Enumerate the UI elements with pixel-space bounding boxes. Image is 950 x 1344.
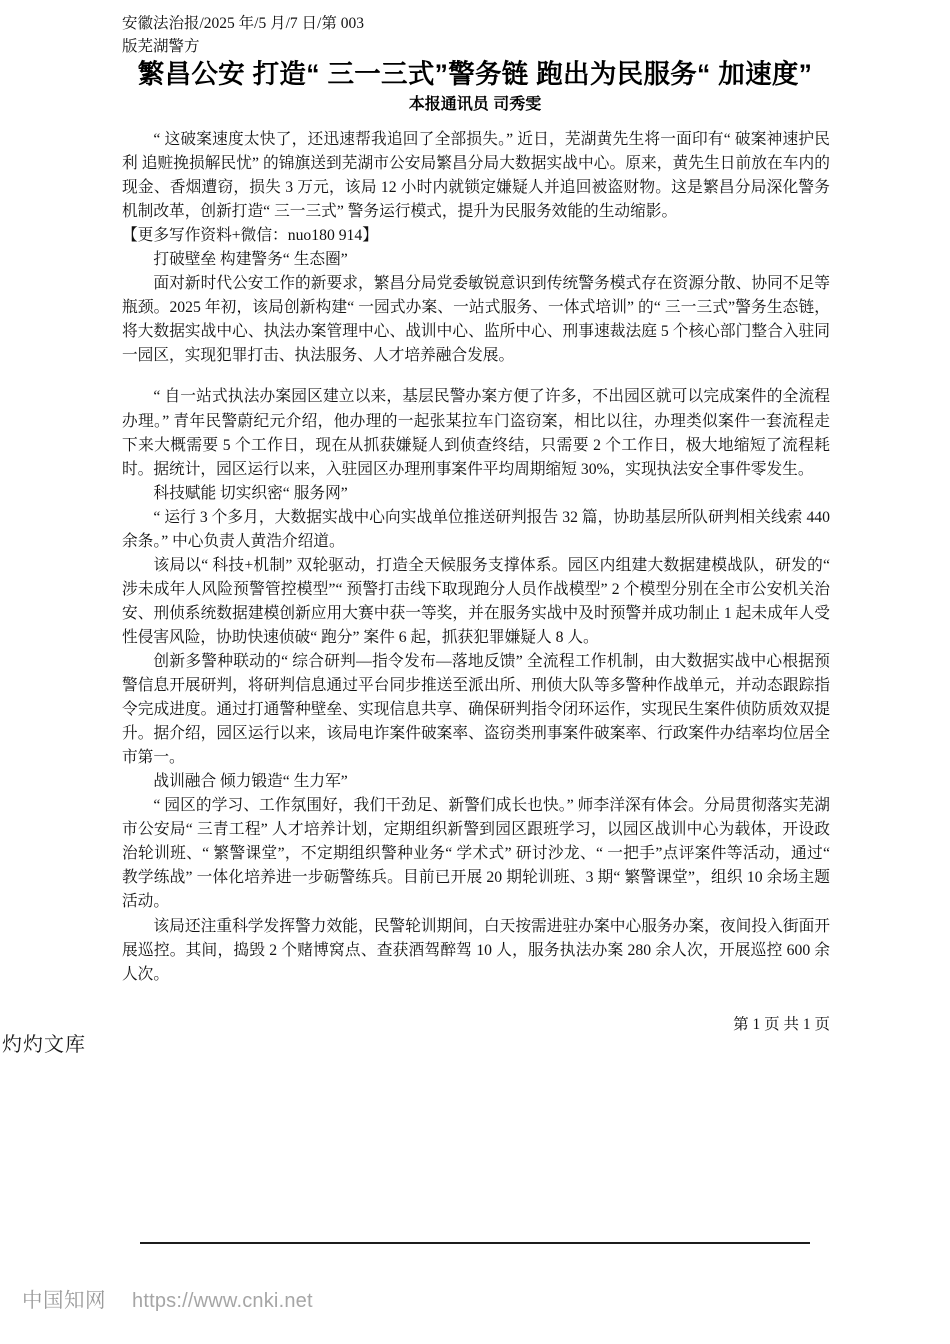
cnki-url-text: https://www.cnki.net	[132, 1290, 313, 1312]
section-heading-2: 科技赋能 切实织密“ 服务网”	[153, 484, 348, 502]
article-headline: 繁昌公安 打造“ 三一三式”警务链 跑出为民服务“ 加速度”	[137, 59, 813, 89]
footer-divider	[140, 1242, 810, 1244]
paragraph-8: “ 园区的学习、工作氛围好，我们干劲足、新警们成长也快。” 师李洋深有体会。分局贯彻落实芜湖市公安局“ 三青工程” 人才培养计划，定期组织新警到园区跟班学习，以园区战训中心为载体，开设政治轮训班、“ 繁警课堂”，不定期组织警种业务“ 学术式” 研讨沙龙、“ 一把手”点评案件等活动，通过“ 教学练战” 一体化培养进一步砺警练兵。目前已开展 20 期轮训班、3 期“ 繁警课堂”，组织 10 余场主题活动。	[122, 797, 830, 911]
article-body	[122, 128, 830, 987]
article-byline: 本报通讯员 司秀雯	[408, 96, 542, 113]
masthead-line-2: 版芜湖警方	[122, 38, 200, 55]
section-heading-1: 打破壁垒 构建警务“ 生态圈”	[153, 251, 348, 269]
cnki-watermark	[22, 1288, 313, 1314]
masthead	[122, 12, 828, 58]
paragraph-wechat-note: 【更多写作资料+微信：nuo180 914】	[122, 227, 378, 245]
library-watermark: 灼灼文库	[2, 1034, 86, 1056]
section-heading-3: 战训融合 倾力锻造“ 生力军”	[153, 773, 348, 791]
paragraph-lead: “ 这破案速度太快了，还迅速帮我追回了全部损失。” 近日，芜湖黄先生将一面印有“ 破案神速护民利 追赃挽损解民忧” 的锦旗送到芜湖市公安局繁昌分局大数据实战中心。原来，黄先生日前放在车内的现金、香烟遭窃，损失 3 万元，该局 12 小时内就锁定嫌疑人并追回被盗财物。这是繁昌分局深化警务机制改革，创新打造“ 三一三式” 警务运行模式，提升为民服务效能的生动缩影。	[122, 131, 830, 221]
paragraph-5: “ 运行 3 个多月，大数据实战中心向实战单位推送研判报告 32 篇，协助基层所队研判相关线索 440 余条。” 中心负责人黄浩介绍道。	[122, 508, 830, 550]
masthead-line-1: 安徽法治报/2025 年/5 月/7 日/第 003	[122, 15, 364, 32]
page-number: 第 1 页 共 1 页	[733, 1016, 830, 1033]
paragraph-3: 面对新时代公安工作的新要求，繁昌分局党委敏锐意识到传统警务模式存在资源分散、协同不足等瓶颈。2025 年初，该局创新构建“ 一园式办案、一站式服务、一体式培训” 的“ 三一三式”警务生态链，将大数据实战中心、执法办案管理中心、战训中心、监所中心、刑事速裁法庭 5 个核心部门整合入驻同一园区，实现犯罪打击、执法服务、人才培养融合发展。	[122, 275, 830, 365]
paragraph-9: 该局还注重科学发挥警力效能，民警轮训期间，白天按需进驻办案中心服务办案，夜间投入街面开展巡控。其间，捣毁 2 个赌博窝点、查获酒驾醉驾 10 人，服务执法办案 280 余人次，开展巡控 600 余人次。	[122, 917, 830, 983]
paragraph-7: 创新多警种联动的“ 综合研判—指令发布—落地反馈” 全流程工作机制，由大数据实战中心根据预警信息开展研判，将研判信息通过平台同步推送至派出所、刑侦大队等多警种作战单元，并动态跟踪指令完成进度。通过打通警种壁垒、实现信息共享、确保研判指令闭环运作，实现民生案件侦防质效双提升。据介绍，园区运行以来，该局电诈案件破案率、盗窃类刑事案件破案率、行政案件办结率均位居全市第一。	[122, 652, 830, 767]
cnki-logo-text: 中国知网	[22, 1289, 106, 1312]
paragraph-6: 该局以“ 科技+机制” 双轮驱动，打造全天候服务支撑体系。园区内组建大数据建模战队，研发的“ 涉未成年人风险预警管控模型”“ 预警打击线下取现跑分人员作战模型” 2 个模型分别在全市公安机关治安、刑侦系统数据建模创新应用大赛中获一等奖，并在服务实战中及时预警并成功制止 1 起未成年人受性侵害风险，协助快速侦破“ 跑分” 案件 6 起，抓获犯罪嫌疑人 8 人。	[122, 556, 830, 646]
paragraph-4: “ 自一站式执法办案园区建立以来，基层民警办案方便了许多，不出园区就可以完成案件的全流程办理。” 青年民警蔚纪元介绍，他办理的一起张某拉车门盗窃案，相比以往，办理类似案件一套流程走下来大概需要 5 个工作日，现在从抓获嫌疑人到侦查终结，只需要 2 个工作日，极大地缩短了流程耗时。据统计，园区运行以来，入驻园区办理刑事案件平均周期缩短 30%，实现执法安全事件零发生。	[122, 388, 830, 478]
